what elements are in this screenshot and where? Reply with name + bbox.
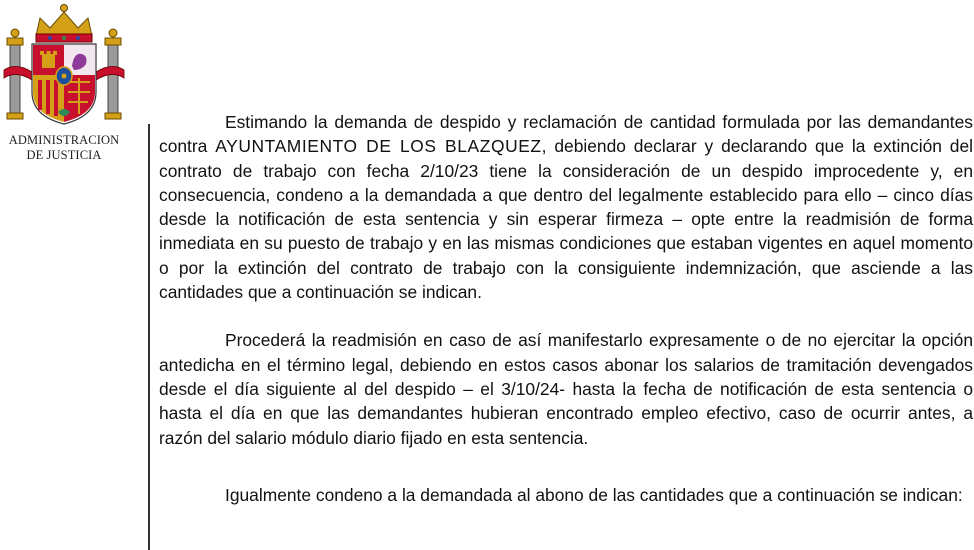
paragraph-readmission: Procederá la readmisión en caso de así manifestarlo expresamente o de no ejercitar la opción antedicha en el término legal, debiendo en estos casos abonar los salarios de tramitación devengados desde el día siguiente al del despido – el 3/10/24- hasta la fecha de notificación de esta sentencia o hasta el día en que las demandantes hubieran encontrado empleo efectivo, caso de ocurrir antes, a razón del salario módulo diario fijado en esta sentencia. — [159, 330, 973, 448]
logo-caption-line2: DE JUSTICIA — [26, 148, 102, 162]
defendant-entity: AYUNTAMIENTO DE LOS BLAZQUEZ — [215, 136, 542, 157]
logo-caption-line1: ADMINISTRACION — [8, 133, 120, 147]
coat-of-arms-icon — [2, 0, 126, 128]
paragraph-ruling — [159, 110, 973, 304]
logo-caption — [0, 133, 128, 163]
shield-icon — [32, 44, 96, 124]
justice-administration-logo — [0, 0, 130, 170]
paragraph-ruling-part2: , debiendo declarar y declarando que la extinción del contrato de trabajo con fecha 2/10/23 tiene la consideración de un despido improcedente y, en consecuencia, condeno a la demandada a que dentro del legalmente establecido para ello – cinco días desde la notificación de esta sentencia y sin esperar firmeza – opte entre la readmisión de forma inmediata en su puesto de trabajo y en las mismas condiciones que estaban vigentes en aquel momento o por la extinción del contrato de trabajo con la consiguiente indemnización, que asciende a las cantidades que a continuación se indican. — [159, 136, 974, 303]
document-body — [159, 110, 973, 507]
crown-icon — [36, 5, 92, 43]
paragraph-payment: Igualmente condeno a la demandada al abono de las cantidades que a continuación se indican: — [225, 484, 963, 505]
margin-rule — [148, 124, 150, 550]
paragraph-ruling-part1: Estimando la demanda de despido y reclamación de cantidad formulada por las demandantes contra — [159, 112, 973, 157]
